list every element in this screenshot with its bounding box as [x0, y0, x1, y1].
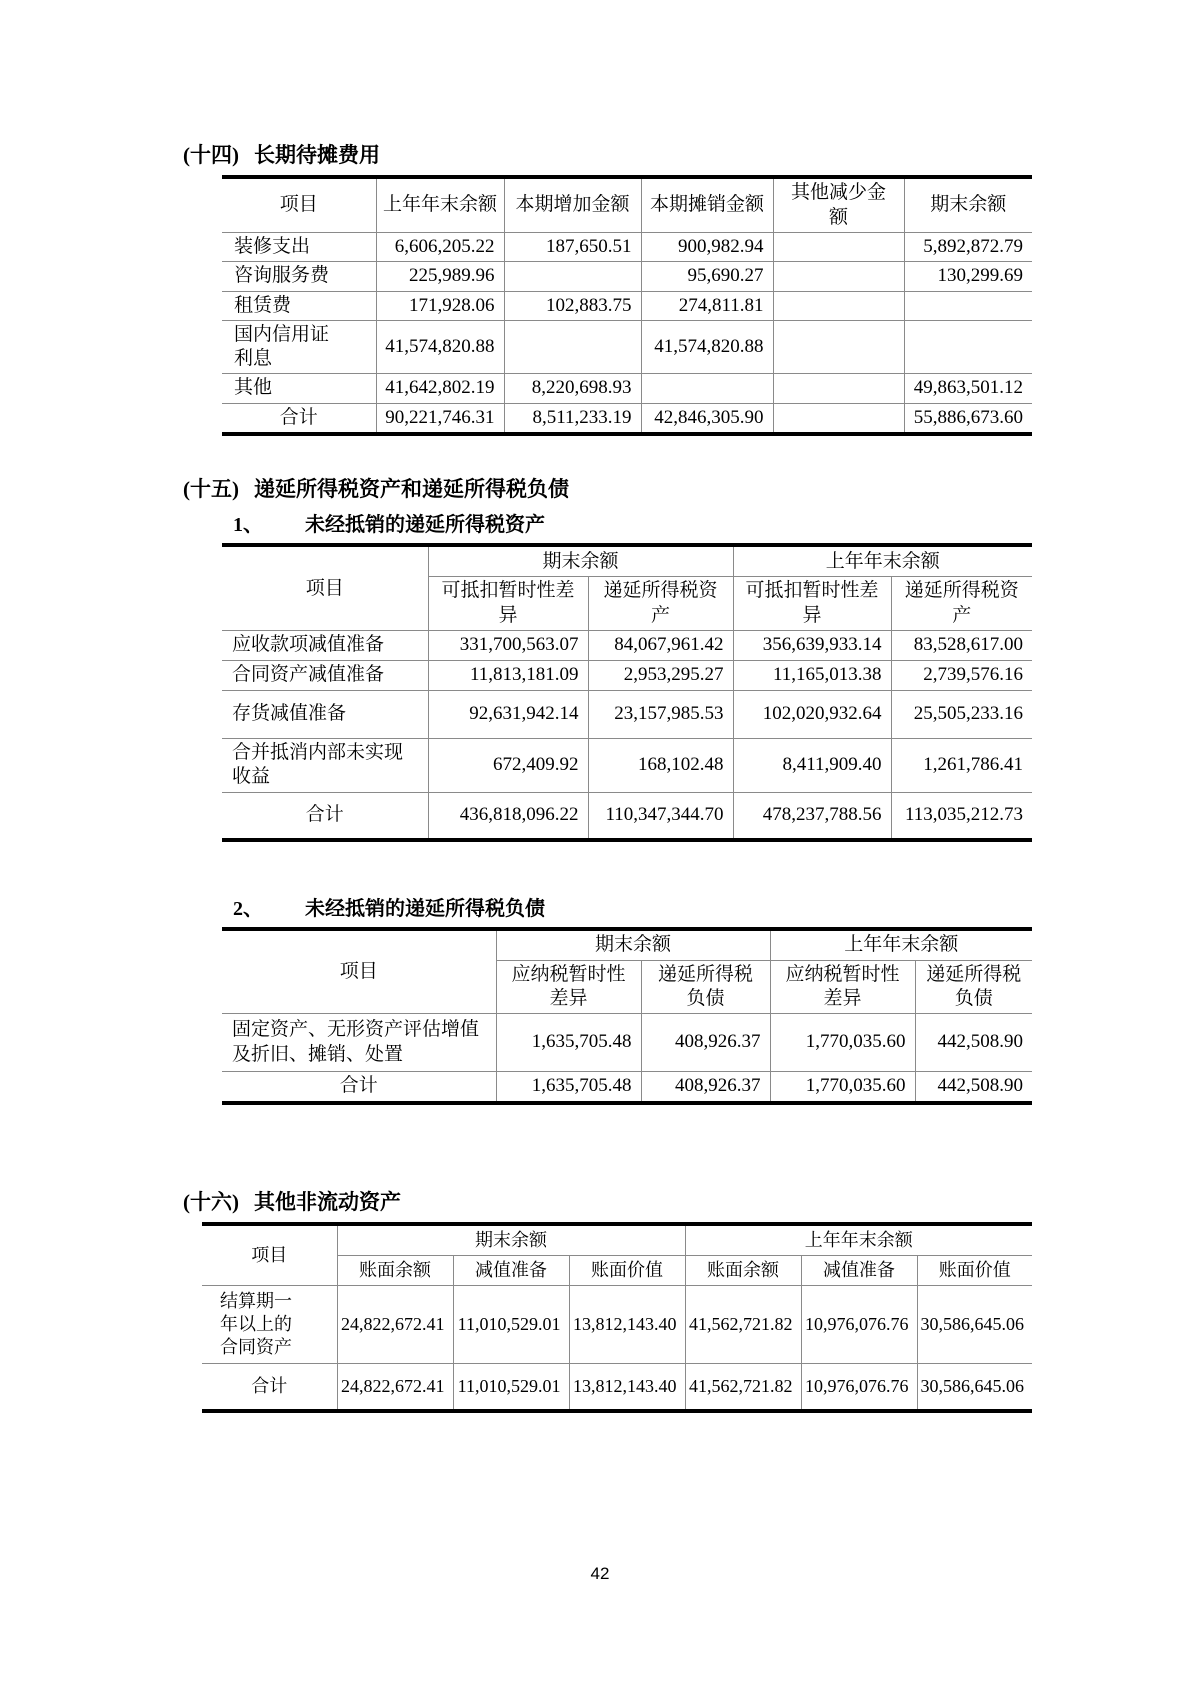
table-header-row — [202, 1224, 1032, 1256]
table-cell: 13,812,143.40 — [569, 1286, 685, 1364]
table-cell: 113,035,212.73 — [891, 792, 1032, 840]
table-cell — [773, 262, 904, 291]
table-cell: 减值准备 — [801, 1256, 917, 1286]
table-cell: 225,989.96 — [376, 262, 504, 291]
section-15-title: 递延所得税资产和递延所得税负债 — [254, 477, 569, 502]
table-cell: 期末余额 — [428, 545, 733, 577]
table-cell — [504, 262, 641, 291]
table-cell: 项目 — [222, 545, 428, 630]
table-cell: 83,528,617.00 — [891, 631, 1032, 661]
table-row — [222, 232, 1032, 261]
table-cell: 84,067,961.42 — [588, 631, 733, 661]
section-16-label: (十六) — [183, 1189, 239, 1214]
sub2-title: 未经抵销的递延所得税负债 — [305, 897, 545, 920]
table-cell: 结算期一年以上的合同资产 — [202, 1286, 337, 1364]
table-cell — [504, 320, 641, 374]
table-row — [202, 1286, 1032, 1364]
table-cell: 171,928.06 — [376, 291, 504, 320]
table-cell: 24,822,672.41 — [337, 1364, 453, 1412]
table-cell: 13,812,143.40 — [569, 1364, 685, 1412]
table-cell: 可抵扣暂时性差异 — [733, 577, 891, 631]
table-row — [222, 320, 1032, 374]
page-number: 42 — [590, 1564, 610, 1583]
sub2-number: 2、 — [233, 897, 263, 920]
table-cell: 8,511,233.19 — [504, 403, 641, 434]
section-14-heading — [183, 142, 1200, 169]
table-total-row — [222, 1071, 1032, 1103]
table-cell: 2,953,295.27 — [588, 661, 733, 691]
table-cell: 408,926.37 — [641, 1071, 770, 1103]
table-total-row — [202, 1364, 1032, 1412]
table-cell: 187,650.51 — [504, 232, 641, 261]
table-cell: 项目 — [222, 929, 496, 1014]
table-cell: 装修支出 — [222, 232, 376, 261]
table-cell: 92,631,942.14 — [428, 691, 588, 739]
table-cell: 上年年末余额 — [770, 929, 1032, 961]
table-cell: 102,883.75 — [504, 291, 641, 320]
table-cell: 上年年末余额 — [733, 545, 1032, 577]
table-cell: 1,635,705.48 — [496, 1071, 641, 1103]
table-cell: 10,976,076.76 — [801, 1286, 917, 1364]
table-cell: 130,299.69 — [904, 262, 1032, 291]
table-cell: 23,157,985.53 — [588, 691, 733, 739]
table-cell: 900,982.94 — [641, 232, 773, 261]
table-cell: 408,926.37 — [641, 1014, 770, 1072]
sub1-title: 未经抵销的递延所得税资产 — [305, 514, 545, 537]
table-total-row — [222, 792, 1032, 840]
table-cell: 递延所得税负债 — [641, 960, 770, 1014]
table-cell: 110,347,344.70 — [588, 792, 733, 840]
section-14-title: 长期待摊费用 — [254, 143, 380, 167]
table-cell: 1,770,035.60 — [770, 1071, 915, 1103]
table-cell: 10,976,076.76 — [801, 1364, 917, 1412]
table-cell: 合计 — [222, 1071, 496, 1103]
table-cell: 应收款项减值准备 — [222, 631, 428, 661]
table-cell: 账面余额 — [685, 1256, 801, 1286]
table-cell: 2,739,576.16 — [891, 661, 1032, 691]
table-cell: 442,508.90 — [915, 1071, 1032, 1103]
table-cell — [773, 403, 904, 434]
table-cell: 期末余额 — [337, 1224, 685, 1256]
table-cell: 合并抵消内部未实现收益 — [222, 739, 428, 793]
section-15-label: (十五) — [183, 477, 239, 502]
table-cell: 356,639,933.14 — [733, 631, 891, 661]
table-cell: 本期摊销金额 — [641, 177, 773, 232]
table-row — [222, 262, 1032, 291]
table-cell: 41,642,802.19 — [376, 374, 504, 403]
section-15-heading — [183, 476, 1200, 503]
table-cell: 项目 — [202, 1224, 337, 1286]
table-cell: 25,505,233.16 — [891, 691, 1032, 739]
table-cell: 274,811.81 — [641, 291, 773, 320]
table-cell: 41,562,721.82 — [685, 1364, 801, 1412]
table-cell: 90,221,746.31 — [376, 403, 504, 434]
table-cell: 168,102.48 — [588, 739, 733, 793]
table-cell: 减值准备 — [453, 1256, 569, 1286]
deferred-tax-liabilities-table — [222, 927, 1032, 1105]
table-cell: 其他 — [222, 374, 376, 403]
table-cell: 30,586,645.06 — [917, 1286, 1032, 1364]
table-row — [222, 631, 1032, 661]
table-cell: 国内信用证利息 — [222, 320, 376, 374]
table-cell: 合计 — [202, 1364, 337, 1412]
table-cell — [641, 374, 773, 403]
table-cell: 41,574,820.88 — [641, 320, 773, 374]
table-cell: 6,606,205.22 — [376, 232, 504, 261]
table-cell: 55,886,673.60 — [904, 403, 1032, 434]
table-cell — [773, 374, 904, 403]
deferred-expenses-table — [222, 175, 1032, 436]
table-cell: 11,165,013.38 — [733, 661, 891, 691]
table-cell: 应纳税暂时性差异 — [770, 960, 915, 1014]
table-cell: 42,846,305.90 — [641, 403, 773, 434]
table-cell: 49,863,501.12 — [904, 374, 1032, 403]
table-cell: 478,237,788.56 — [733, 792, 891, 840]
table-cell: 合同资产减值准备 — [222, 661, 428, 691]
table-cell: 95,690.27 — [641, 262, 773, 291]
table-cell: 项目 — [222, 177, 376, 232]
table-cell: 应纳税暂时性差异 — [496, 960, 641, 1014]
table-row — [222, 1014, 1032, 1072]
table-cell: 30,586,645.06 — [917, 1364, 1032, 1412]
table-cell: 上年年末余额 — [376, 177, 504, 232]
table-row — [222, 691, 1032, 739]
table-cell: 咨询服务费 — [222, 262, 376, 291]
other-noncurrent-assets-table — [202, 1222, 1032, 1413]
table-cell — [904, 291, 1032, 320]
table-cell: 账面价值 — [917, 1256, 1032, 1286]
table-cell — [773, 320, 904, 374]
section-14-label: (十四) — [183, 143, 239, 167]
table-row — [222, 661, 1032, 691]
table-cell: 期末余额 — [904, 177, 1032, 232]
table-cell: 331,700,563.07 — [428, 631, 588, 661]
table-cell: 24,822,672.41 — [337, 1286, 453, 1364]
table-cell: 1,770,035.60 — [770, 1014, 915, 1072]
table-cell: 41,574,820.88 — [376, 320, 504, 374]
table-cell — [773, 232, 904, 261]
section-15-sub1-heading — [233, 512, 1200, 538]
table-row — [222, 739, 1032, 793]
table-header-row — [222, 177, 1032, 232]
section-15-sub2-heading — [233, 896, 1200, 922]
section-16-title: 其他非流动资产 — [254, 1189, 401, 1214]
table-cell: 账面余额 — [337, 1256, 453, 1286]
table-header-row — [222, 545, 1032, 577]
table-cell: 其他减少金额 — [773, 177, 904, 232]
table-cell: 合计 — [222, 792, 428, 840]
table-cell: 8,220,698.93 — [504, 374, 641, 403]
table-cell: 期末余额 — [496, 929, 770, 961]
table-cell: 11,813,181.09 — [428, 661, 588, 691]
table-header-row — [222, 929, 1032, 961]
table-cell: 递延所得税资产 — [588, 577, 733, 631]
table-cell: 上年年末余额 — [685, 1224, 1032, 1256]
table-row — [222, 374, 1032, 403]
sub1-number: 1、 — [233, 514, 263, 537]
table-total-row — [222, 403, 1032, 434]
table-cell: 442,508.90 — [915, 1014, 1032, 1072]
table-cell — [904, 320, 1032, 374]
table-cell: 672,409.92 — [428, 739, 588, 793]
deferred-tax-assets-table — [222, 543, 1032, 841]
table-row — [222, 291, 1032, 320]
section-16-heading — [183, 1189, 1200, 1216]
table-cell: 递延所得税负债 — [915, 960, 1032, 1014]
table-cell: 8,411,909.40 — [733, 739, 891, 793]
table-cell: 可抵扣暂时性差异 — [428, 577, 588, 631]
table-cell: 1,635,705.48 — [496, 1014, 641, 1072]
table-cell: 11,010,529.01 — [453, 1286, 569, 1364]
table-cell: 5,892,872.79 — [904, 232, 1032, 261]
table-cell: 本期增加金额 — [504, 177, 641, 232]
table-cell: 递延所得税资产 — [891, 577, 1032, 631]
table-cell: 存货减值准备 — [222, 691, 428, 739]
table-cell: 账面价值 — [569, 1256, 685, 1286]
table-cell: 436,818,096.22 — [428, 792, 588, 840]
table-cell — [773, 291, 904, 320]
table-cell: 合计 — [222, 403, 376, 434]
table-cell: 41,562,721.82 — [685, 1286, 801, 1364]
table-cell: 11,010,529.01 — [453, 1364, 569, 1412]
table-cell: 固定资产、无形资产评估增值及折旧、摊销、处置 — [222, 1014, 496, 1072]
table-cell: 租赁费 — [222, 291, 376, 320]
table-cell: 1,261,786.41 — [891, 739, 1032, 793]
table-cell: 102,020,932.64 — [733, 691, 891, 739]
